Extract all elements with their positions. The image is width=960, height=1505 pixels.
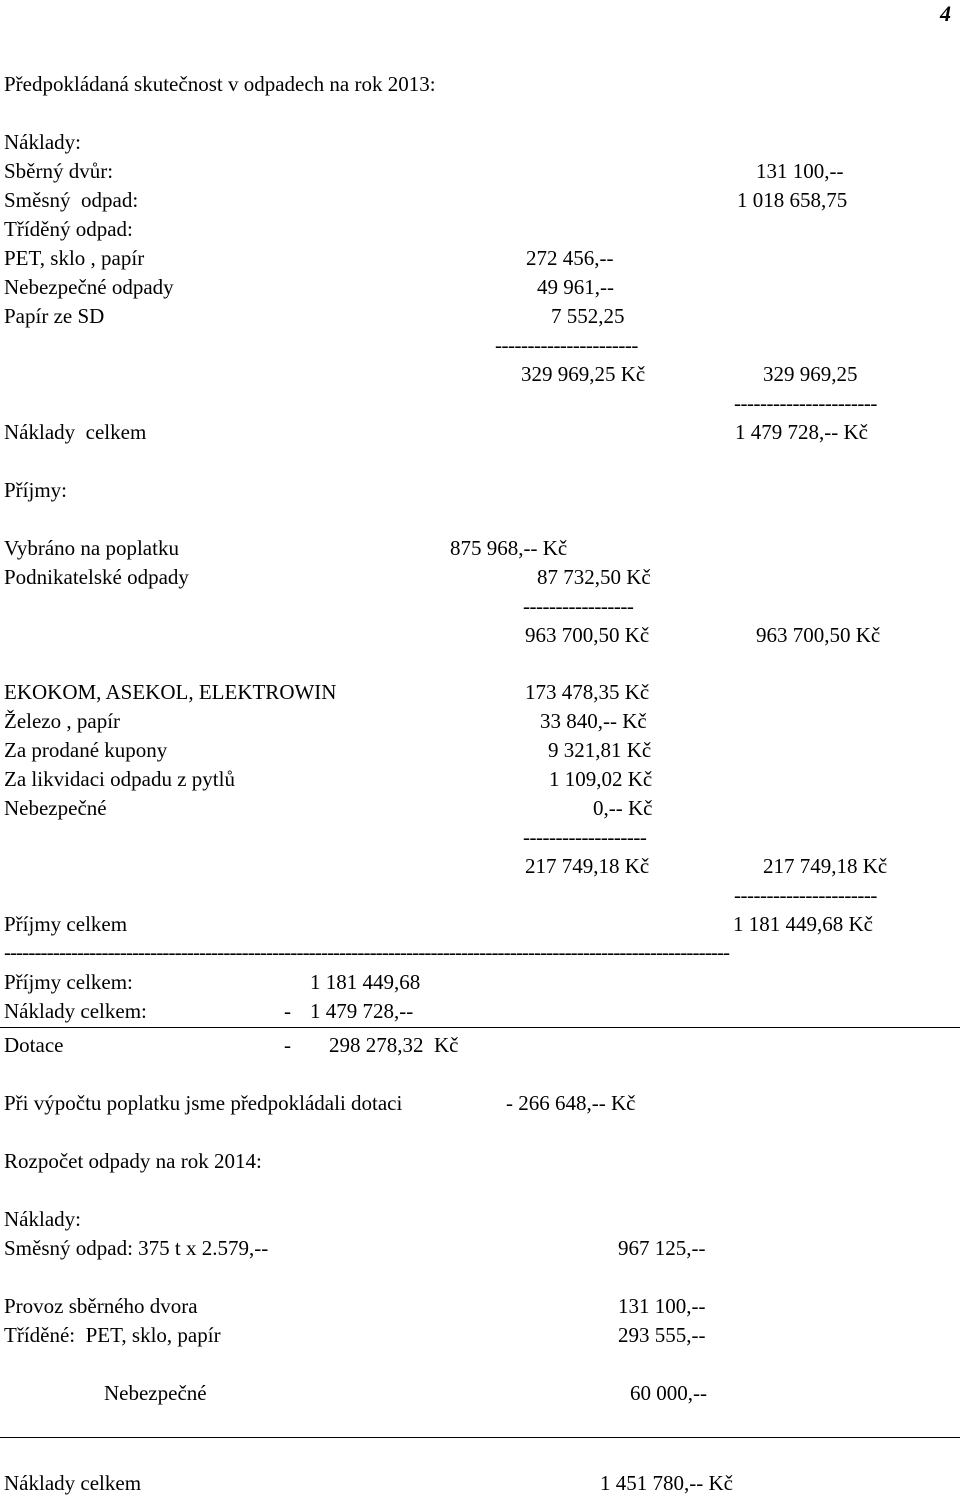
row-label: EKOKOM, ASEKOL, ELEKTROWIN — [4, 680, 337, 704]
costs-heading-2014: Náklady: — [4, 1207, 81, 1231]
row-label: Provoz sběrného dvora — [4, 1294, 198, 1318]
income-total-label: Příjmy celkem — [4, 912, 128, 936]
income-heading: Příjmy: — [4, 478, 68, 502]
summary-costs-value: 1 479 728,-- — [310, 999, 414, 1023]
income-subtotal-1: 963 700,50 Kč — [525, 623, 650, 647]
income-subtotal-1-total: 963 700,50 Kč — [756, 623, 881, 647]
row-value: 49 961,-- — [537, 275, 614, 299]
page-number: 4 — [940, 1, 951, 26]
dash-separator: ---------------------- — [734, 883, 877, 907]
note-label: Při výpočtu poplatku jsme předpokládali dotaci — [4, 1091, 403, 1115]
row-value: 293 555,-- — [618, 1323, 706, 1347]
row-label: Podnikatelské odpady — [4, 565, 189, 589]
dash-separator: ------------------- — [523, 825, 647, 849]
row-label: Papír ze SD — [4, 304, 105, 328]
costs-2014-divider — [0, 1437, 960, 1438]
row-label: Nebezpečné odpady — [4, 275, 174, 299]
row-label: Za likvidaci odpadu z pytlů — [4, 767, 235, 791]
costs-2014-total-label: Náklady celkem — [4, 1471, 142, 1495]
long-dash-separator: ----------------------------------------------------------------------------------------------------------------------- — [4, 940, 730, 964]
note-value: - 266 648,-- Kč — [506, 1091, 636, 1115]
subsidy-label: Dotace — [4, 1033, 64, 1057]
subsidy-value: 298 278,32 Kč — [329, 1033, 459, 1057]
row-label: Nebezpečné — [4, 796, 107, 820]
row-label: Tříděné: PET, sklo, papír — [4, 1323, 221, 1347]
income-subtotal-2: 217 749,18 Kč — [525, 854, 650, 878]
row-value: 7 552,25 — [551, 304, 625, 328]
summary-income-label: Příjmy celkem: — [4, 970, 133, 994]
sorted-waste-heading: Tříděný odpad: — [4, 217, 133, 241]
row-value: 1 018 658,75 — [737, 188, 848, 212]
section-2014-title: Rozpočet odpady na rok 2014: — [4, 1149, 262, 1173]
row-value: 272 456,-- — [526, 246, 614, 270]
sorted-total: 329 969,25 — [763, 362, 858, 386]
costs-2014-total-value: 1 451 780,-- Kč — [600, 1471, 733, 1495]
row-label: Směsný odpad: 375 t x 2.579,-- — [4, 1236, 269, 1260]
row-value: 131 100,-- — [618, 1294, 706, 1318]
summary-income-value: 1 181 449,68 — [310, 970, 421, 994]
income-total-value: 1 181 449,68 Kč — [733, 912, 873, 936]
row-value: 60 000,-- — [630, 1381, 707, 1405]
costs-total-value: 1 479 728,-- Kč — [735, 420, 868, 444]
row-value: 875 968,-- Kč — [450, 536, 568, 560]
costs-total-label: Náklady celkem — [4, 420, 147, 444]
summary-divider — [0, 1027, 960, 1028]
sorted-subtotal: 329 969,25 Kč — [521, 362, 646, 386]
row-value: 967 125,-- — [618, 1236, 706, 1260]
row-value: 87 732,50 Kč — [537, 565, 651, 589]
row-label: Železo , papír — [4, 709, 121, 733]
summary-costs-sign: - — [284, 999, 291, 1023]
row-value: 173 478,35 Kč — [525, 680, 650, 704]
row-value: 9 321,81 Kč — [548, 738, 652, 762]
row-value: 0,-- Kč — [593, 796, 653, 820]
row-label: Za prodané kupony — [4, 738, 168, 762]
row-value: 1 109,02 Kč — [549, 767, 653, 791]
row-label: Vybráno na poplatku — [4, 536, 179, 560]
dash-separator: ---------------------- — [734, 391, 877, 415]
row-value: 33 840,-- Kč — [540, 709, 647, 733]
dash-separator: ----------------- — [523, 594, 634, 618]
row-label: Směsný odpad: — [4, 188, 139, 212]
row-label: PET, sklo , papír — [4, 246, 145, 270]
costs-heading-2013: Náklady: — [4, 130, 81, 154]
summary-costs-label: Náklady celkem: — [4, 999, 147, 1023]
row-label: Sběrný dvůr: — [4, 159, 114, 183]
section-2013-title: Předpokládaná skutečnost v odpadech na rok 2013: — [4, 72, 436, 96]
income-subtotal-2-total: 217 749,18 Kč — [763, 854, 888, 878]
row-value: 131 100,-- — [756, 159, 844, 183]
row-label: Nebezpečné — [104, 1381, 207, 1405]
subsidy-sign: - — [284, 1033, 291, 1057]
dash-separator: ---------------------- — [495, 333, 638, 357]
